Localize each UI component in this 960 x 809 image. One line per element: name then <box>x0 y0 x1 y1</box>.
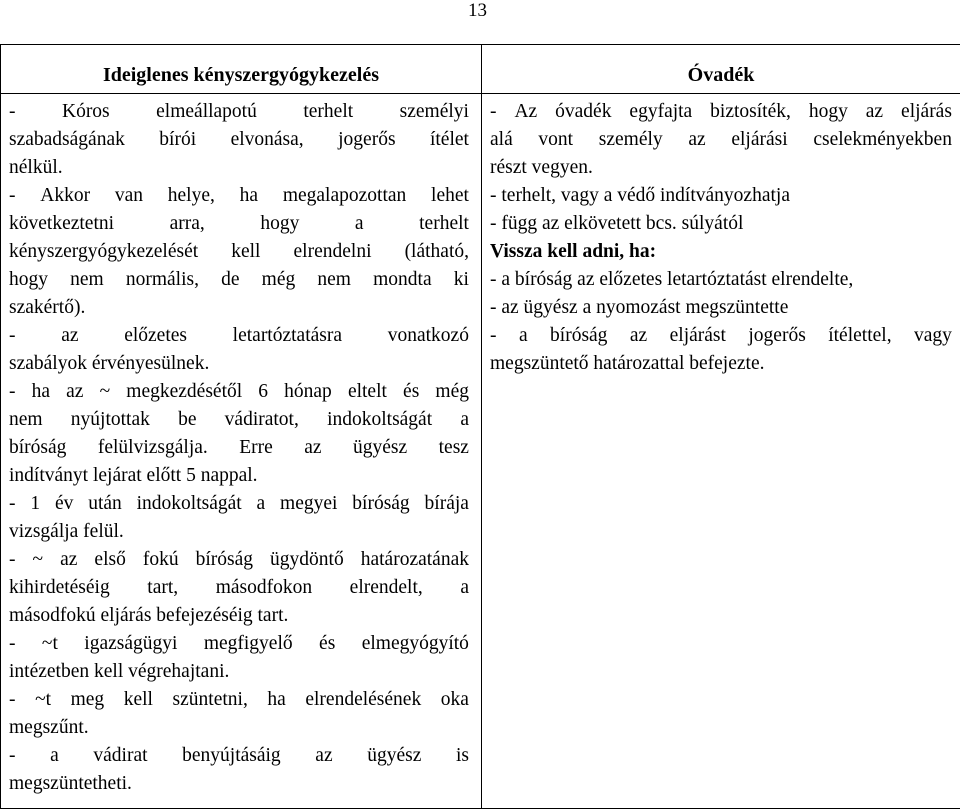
left-text-line: megszüntetheti. <box>9 770 469 798</box>
header-left-text: Ideiglenes kényszergyógykezelés <box>103 64 379 93</box>
left-text-line: következtetni arra, hogy a terhelt <box>9 210 469 238</box>
left-text-line: nélkül. <box>9 154 469 182</box>
left-text-line: szakértő). <box>9 294 469 322</box>
left-text-line: kényszergyógykezelését kell elrendelni (látható, <box>9 238 469 266</box>
left-text-line: intézetben kell végrehajtani. <box>9 658 469 686</box>
right-text-line: alá vont személy az eljárási cselekményekben <box>490 126 952 154</box>
left-text-line: - 1 év után indokoltságát a megyei bíróság bírája <box>9 490 469 518</box>
left-text-line: indítványt lejárat előtt 5 nappal. <box>9 462 469 490</box>
left-text-line: - Kóros elmeállapotú terhelt személyi <box>9 98 469 126</box>
left-text-line: - a vádirat benyújtásáig az ügyész is <box>9 742 469 770</box>
left-text-line: kihirdetéséig tart, másodfokon elrendelt, a <box>9 574 469 602</box>
header-left <box>1 45 482 94</box>
left-text-line: - ~t igazságügyi megfigyelő és elmegyógyító <box>9 630 469 658</box>
right-text-line: Vissza kell adni, ha: <box>490 238 952 266</box>
left-text-line: nem nyújtottak be vádiratot, indokoltságát a <box>9 406 469 434</box>
left-text-line: másodfokú eljárás befejezéséig tart. <box>9 602 469 630</box>
table-header-row <box>1 45 960 94</box>
right-column-cell <box>482 94 960 809</box>
right-text-line: - Az óvadék egyfajta biztosíték, hogy az eljárás <box>490 98 952 126</box>
left-text-line: - ~ az első fokú bíróság ügydöntő határozatának <box>9 546 469 574</box>
left-text-line: szabadságának bírói elvonása, jogerős ítélet <box>9 126 469 154</box>
right-text-line: megszüntető határozattal befejezte. <box>490 350 952 378</box>
right-text-line: - függ az elkövetett bcs. súlyától <box>490 210 952 238</box>
header-right <box>482 45 960 94</box>
left-text-line: - ~t meg kell szüntetni, ha elrendelésének oka <box>9 686 469 714</box>
left-text-line: hogy nem normális, de még nem mondta ki <box>9 266 469 294</box>
right-text-line: - a bíróság az eljárást jogerős ítélettel, vagy <box>490 322 952 350</box>
left-text-line: - Akkor van helye, ha megalapozottan lehet <box>9 182 469 210</box>
comparison-table <box>0 44 960 809</box>
left-text-line: - az előzetes letartóztatásra vonatkozó <box>9 322 469 350</box>
page-number: 13 <box>468 0 487 22</box>
left-text-line: - ha az ~ megkezdésétől 6 hónap eltelt és még <box>9 378 469 406</box>
left-text-line: bíróság felülvizsgálja. Erre az ügyész tesz <box>9 434 469 462</box>
left-text-line: megszűnt. <box>9 714 469 742</box>
left-column-cell <box>1 94 482 809</box>
header-right-text: Óvadék <box>688 64 755 93</box>
left-text-line: vizsgálja felül. <box>9 518 469 546</box>
table-body-row <box>1 94 960 809</box>
left-text-line: szabályok érvényesülnek. <box>9 350 469 378</box>
right-text-line: - terhelt, vagy a védő indítványozhatja <box>490 182 952 210</box>
right-text-line: - az ügyész a nyomozást megszüntette <box>490 294 952 322</box>
right-text-line: részt vegyen. <box>490 154 952 182</box>
right-text-line: - a bíróság az előzetes letartóztatást elrendelte, <box>490 266 952 294</box>
